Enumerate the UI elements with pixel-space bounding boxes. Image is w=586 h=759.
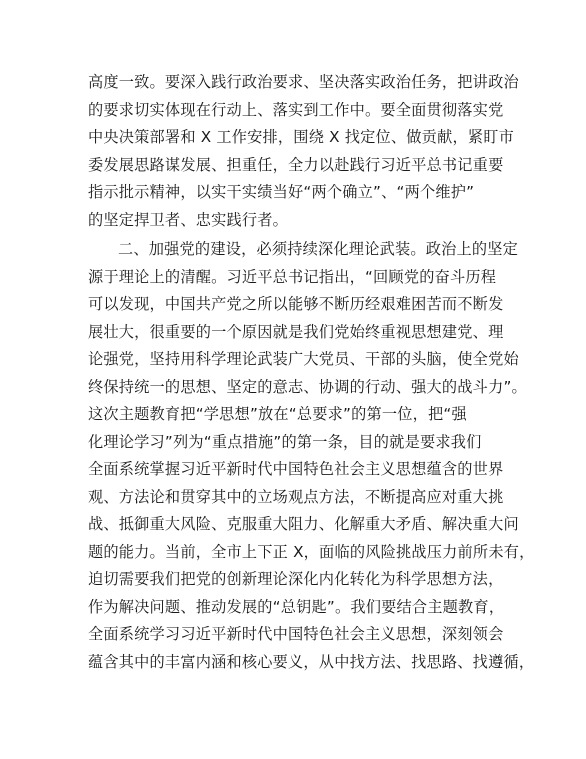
paragraph-line: 指示批示精神，以实干实绩当好“两个确立”、“两个维护” xyxy=(88,183,475,201)
paragraph-line: 论强党，坚持用科学理论武装广大党员、干部的头脑，使全党始 xyxy=(88,350,519,368)
paragraph-line: 迫切需要我们把党的创新理论深化内化转化为科学思想方法， xyxy=(88,570,504,588)
paragraph-line: 战、抵御重大风险、克服重大阻力、化解重大矛盾、解决重大问 xyxy=(88,515,519,533)
paragraph-line: 可以发现，中国共产党之所以能够不断历经艰难困苦而不断发 xyxy=(88,295,504,313)
paragraph-line: 蕴含其中的丰富内涵和核心要义，从中找方法、找思路、找遵循， xyxy=(88,652,535,671)
paragraph-line: 终保持统一的思想、坚定的意志、协调的行动、强大的战斗力”。 xyxy=(88,377,527,396)
paragraph-line: 这次主题教育把“学思想”放在“总要求”的第一位，把“强 xyxy=(88,405,467,423)
paragraph-line: 观、方法论和贯穿其中的立场观点方法，不断提高应对重大挑 xyxy=(88,487,504,506)
paragraph-line: 高度一致。要深入践行政治要求、坚决落实政治任务，把讲政治 xyxy=(88,73,519,91)
paragraph-line: 委发展思路谋发展、担重任，全力以赴践行习近平总书记重要 xyxy=(88,155,504,174)
paragraph-line: 展壮大，很重要的一个原因就是我们党始终重视思想建党、理 xyxy=(88,322,504,341)
paragraph-line: 化理论学习”列为“重点措施”的第一条，目的就是要求我们 xyxy=(88,432,482,451)
paragraph-line: 源于理论上的清醒。习近平总书记指出，“回顾党的奋斗历程 xyxy=(88,267,497,286)
paragraph-line: 的坚定捍卫者、忠实践行者。 xyxy=(88,210,289,229)
paragraph-line: 全面系统学习习近平新时代中国特色社会主义思想，深刻领会 xyxy=(88,625,504,643)
paragraph-2 xyxy=(88,236,535,676)
paragraph-line: 作为解决问题、推动发展的“总钥匙”。我们要结合主题教育， xyxy=(88,597,505,616)
paragraph-line: 全面系统掌握习近平新时代中国特色社会主义思想蕴含的世界 xyxy=(88,460,504,478)
paragraph-line: 的要求切实体现在行动上、落实到工作中。要全面贯彻落实党 xyxy=(88,100,504,119)
paragraph-line: 中央决策部署和 X 工作安排，围绕 X 找定位、做贡献，紧盯市 xyxy=(88,128,515,146)
section-heading-line: 二、加强党的建设，必须持续深化理论武装。政治上的坚定 xyxy=(118,240,519,258)
paragraph-1 xyxy=(88,69,519,234)
paragraph-line: 题的能力。当前，全市上下正 X，面临的风险挑战压力前所未有， xyxy=(88,542,535,561)
